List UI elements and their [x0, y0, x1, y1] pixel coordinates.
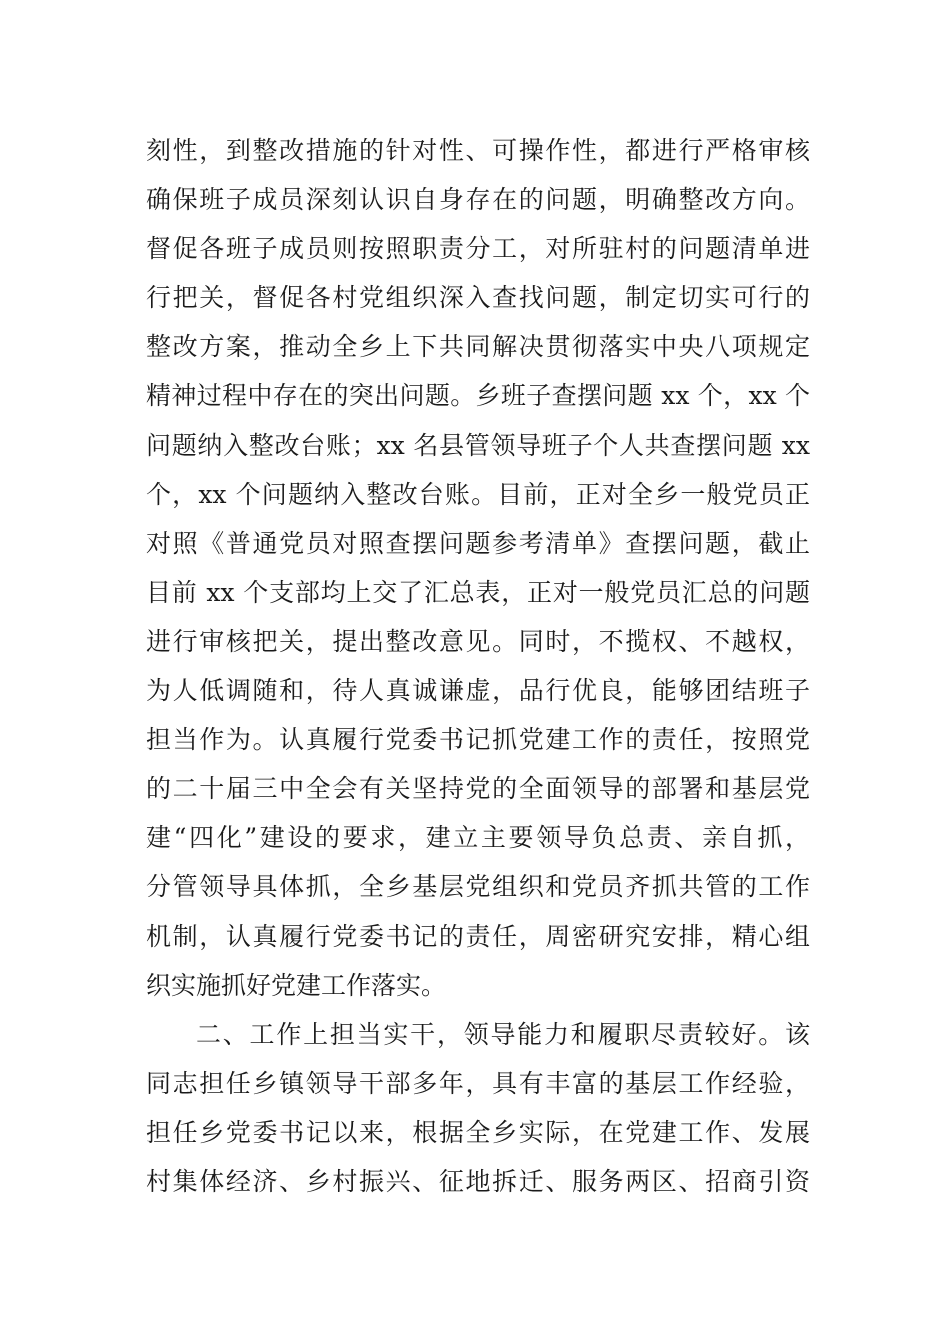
text-line: 整改方案，推动全乡上下共同解决贯彻落实中央八项规定	[146, 332, 810, 362]
text-line: 同志担任乡镇领导干部多年，具有丰富的基层工作经验，	[146, 1068, 810, 1098]
body-text	[146, 126, 810, 1206]
text-line: 问题纳入整改台账；xx 名县管领导班子个人共查摆问题 xx	[146, 430, 810, 460]
text-line: 确保班子成员深刻认识自身存在的问题，明确整改方向。	[146, 185, 810, 215]
text-line: 担任乡党委书记以来，根据全乡实际，在党建工作、发展	[146, 1117, 810, 1147]
text-line: 为人低调随和，待人真诚谦虚，品行优良，能够团结班子	[146, 676, 810, 706]
section-heading-line: 二、工作上担当实干，领导能力和履职尽责较好。该	[196, 1019, 810, 1049]
text-line: 进行审核把关，提出整改意见。同时，不揽权、不越权，	[146, 626, 810, 656]
text-line: 担当作为。认真履行党委书记抓党建工作的责任，按照党	[146, 725, 810, 755]
text-line: 对照《普通党员对照查摆问题参考清单》查摆问题，截止	[146, 528, 810, 558]
text-line: 精神过程中存在的突出问题。乡班子查摆问题 xx 个，xx 个	[146, 381, 810, 411]
text-line: 村集体经济、乡村振兴、征地拆迁、服务两区、招商引资	[146, 1166, 810, 1196]
text-line: 目前 xx 个支部均上交了汇总表，正对一般党员汇总的问题	[146, 577, 810, 607]
text-line: 个，xx 个问题纳入整改台账。目前，正对全乡一般党员正	[146, 479, 810, 509]
text-line: 刻性，到整改措施的针对性、可操作性，都进行严格审核	[146, 136, 810, 165]
text-line: 的二十届三中全会有关坚持党的全面领导的部署和基层党	[146, 774, 810, 804]
text-line: 机制，认真履行党委书记的责任，周密研究安排，精心组	[146, 921, 810, 951]
text-line: 行把关，督促各村党组织深入查找问题，制定切实可行的	[146, 283, 810, 313]
paragraph-end-line: 织实施抓好党建工作落实。	[146, 970, 447, 1000]
text-line: 督促各班子成员则按照职责分工，对所驻村的问题清单进	[146, 234, 810, 264]
text-line: 建“四化”建设的要求，建立主要领导负总责、亲自抓，	[146, 823, 810, 853]
text-line: 分管领导具体抓，全乡基层党组织和党员齐抓共管的工作	[146, 872, 810, 902]
